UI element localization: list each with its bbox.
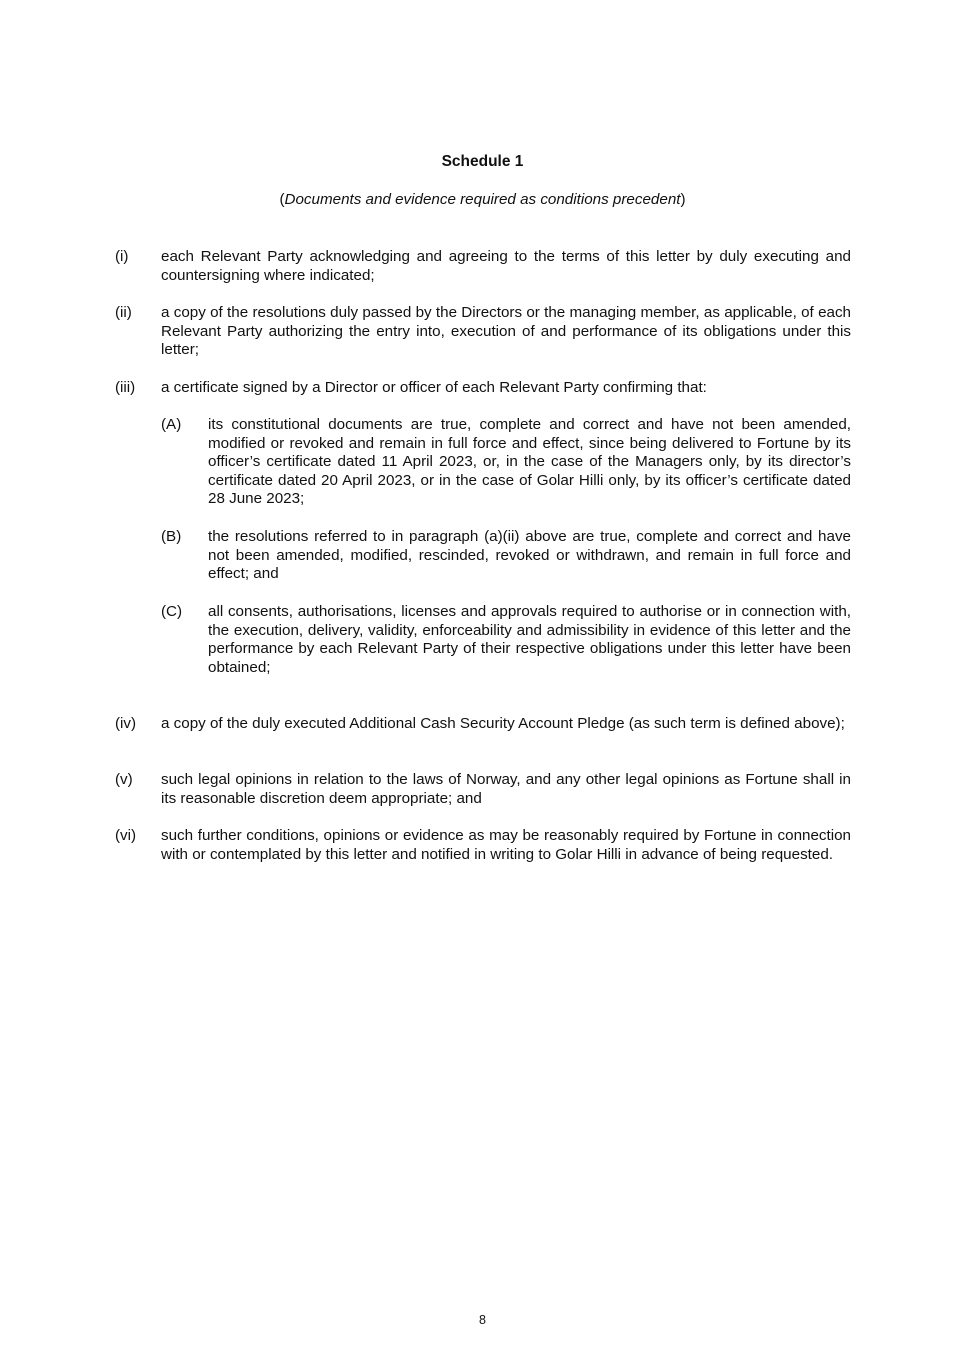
subtitle-close-paren: ) (680, 191, 686, 208)
sub-item-text: its constitutional documents are true, complete and correct and have not been amended, modified or revoked and remain in full force and effect, since being delivered to Fortune by its officer’s certificate dated 11 April 2023, or, in the case of the Managers only, by its director’s certificate dated 20 April 2023, or in the case of Golar Hilli only, by its officer’s certificate dated 28 June 2023; (208, 416, 851, 508)
condition-item-i (115, 248, 851, 285)
item-text: a copy of the resolutions duly passed by the Directors or the managing member, as applicable, of each Relevant Party authorizing the entry into, execution of and performance of its obligations under this letter; (161, 304, 851, 359)
item-text: such further conditions, opinions or evidence as may be reasonably required by Fortune in connection with or contemplated by this letter and notified in writing to Golar Hilli in advance of being requested. (161, 827, 851, 863)
item-text: each Relevant Party acknowledging and agreeing to the terms of this letter by duly executing and countersigning where indicated; (161, 248, 851, 284)
item-number: (iii) (115, 379, 136, 396)
condition-item-iv (115, 715, 851, 734)
sub-item-number: (B) (161, 528, 182, 545)
item-text: a certificate signed by a Director or officer of each Relevant Party confirming that: (161, 379, 707, 396)
page-number: 8 (479, 1313, 486, 1327)
sub-item-c (161, 603, 851, 677)
schedule-subtitle (0, 191, 965, 210)
condition-item-iii (115, 379, 851, 398)
item-text: a copy of the duly executed Additional Cash Security Account Pledge (as such term is defined above); (161, 715, 845, 732)
subtitle-italic-text: Documents and evidence required as conditions precedent (284, 191, 681, 208)
schedule-title: Schedule 1 (441, 153, 524, 170)
sub-item-text: the resolutions referred to in paragraph (a)(ii) above are true, complete and correct and have not been amended, modified, rescinded, revoked or withdrawn, and remain in full force and effect; and (208, 528, 851, 583)
item-number: (iv) (115, 715, 137, 732)
sub-item-text: all consents, authorisations, licenses and approvals required to authorise or in connection with, the execution, delivery, validity, enforceability and admissibility in evidence of this letter and the performance by each Relevant Party of their respective obligations under this letter have been obtained; (208, 603, 851, 676)
condition-item-v (115, 771, 851, 808)
item-number: (vi) (115, 827, 137, 844)
sub-item-number: (C) (161, 603, 183, 620)
subtitle-open-paren: ( (279, 191, 285, 208)
item-number: (ii) (115, 304, 132, 321)
item-number: (v) (115, 771, 133, 788)
sub-item-b (161, 528, 851, 584)
sub-item-number: (A) (161, 416, 182, 433)
sub-item-a (161, 416, 851, 509)
item-text: such legal opinions in relation to the laws of Norway, and any other legal opinions as Fortune shall in its reasonable discretion deem appropriate; and (161, 771, 851, 807)
item-number: (i) (115, 248, 129, 265)
condition-item-vi (115, 827, 851, 864)
condition-item-ii (115, 304, 851, 360)
